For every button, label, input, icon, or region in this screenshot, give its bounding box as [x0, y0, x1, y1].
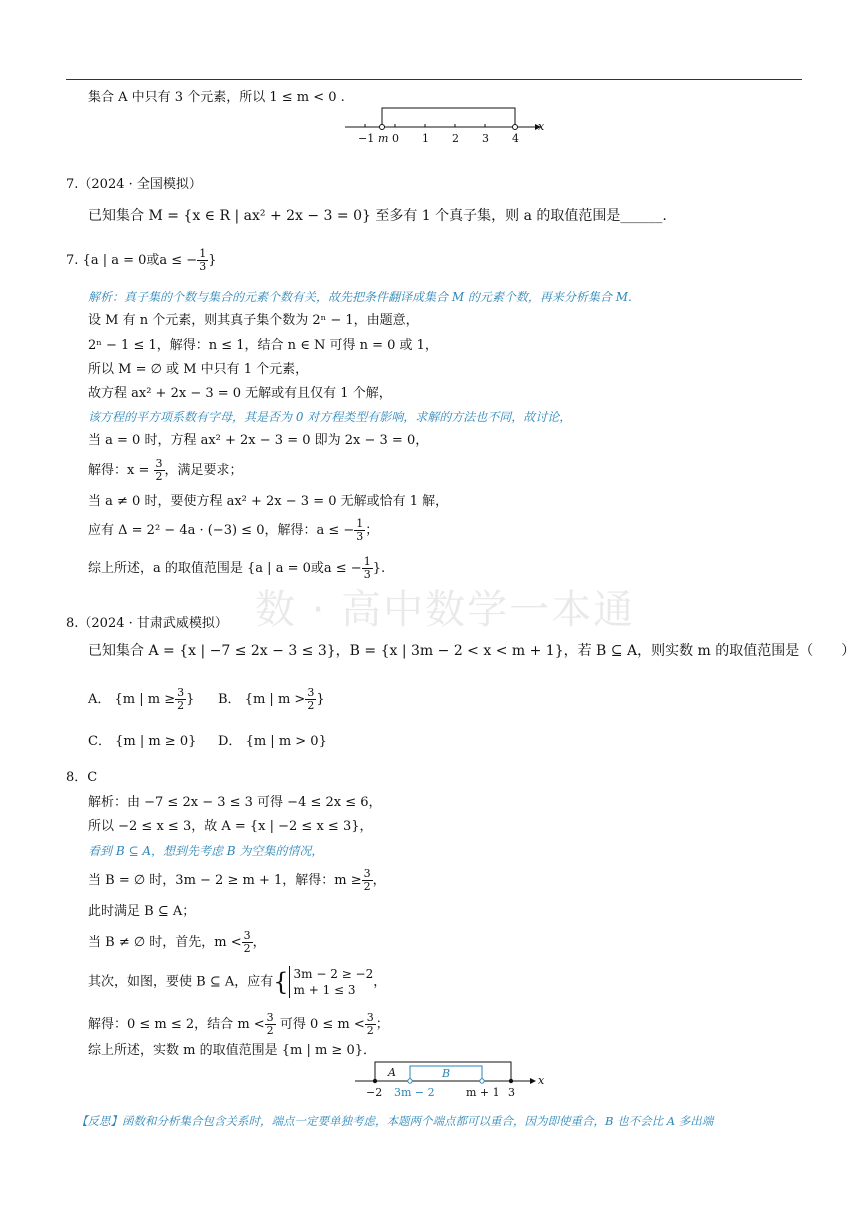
axis-label: x	[538, 120, 545, 133]
a8-line4: 当 B = ∅ 时，3m − 2 ≥ m + 1，解得：m ≥ $\frac{3}{2}$ ，	[88, 867, 386, 893]
q8-header: 8.（2024 · 甘肃武威模拟）	[66, 616, 228, 631]
q7-stem: 已知集合 M = {x ∈ R | ax² + 2x − 3 = 0} 至多有 1 个真子集，则 a 的取值范围是______.	[88, 208, 667, 224]
watermark: 数 · 高中数学一本通	[255, 587, 636, 633]
a7-line4: 故方程 ax² + 2x − 3 = 0 无解或有且仅有 1 个解，	[88, 386, 392, 401]
interval-box	[382, 108, 515, 127]
a8-line5: 此时满足 B ⊆ A；	[88, 904, 196, 919]
open-point	[480, 1079, 484, 1083]
open-point-m	[380, 125, 385, 130]
q8-option-b[interactable]: B． {m | m > $\frac{3}{2}$ }	[218, 686, 325, 712]
a7-analysis: 解析：真子集的个数与集合的元素个数有关，故先把条件翻译成集合 M 的元素个数，再来分析集合 M.	[88, 290, 632, 304]
reflection-note: 【反思】函数和分析集合包含关系时，端点一定要单独考虑，本题两个端点都可以重合，因为即使重合，B 也不会比 A 多出端	[76, 1114, 714, 1128]
a8-answer: 8．C	[66, 770, 98, 785]
a8-line7: 其次，如图，要使 B ⊆ A，应有{ 3m − 2 ≥ −2 m + 1 ≤ 3 ，	[88, 967, 387, 997]
q8-option-a[interactable]: A． {m | m ≥ $\frac{3}{2}$ }	[88, 686, 195, 712]
closed-point	[509, 1079, 513, 1083]
a7-line1: 设 M 有 n 个元素，则其真子集个数为 2ⁿ − 1，由题意，	[88, 313, 419, 328]
number-line-1	[340, 100, 550, 150]
a7-line7: 解得：x = $\frac{3}{2}$ ，满足要求；	[88, 457, 243, 483]
a8-line1: 解析：由 −7 ≤ 2x − 3 ≤ 3 可得 −4 ≤ 2x ≤ 6，	[88, 795, 382, 810]
axis-label: x	[538, 1074, 545, 1087]
a7-line9: 应有 Δ = 2² − 4a · (−3) ≤ 0，解得：a ≤ − $\frac{1}{3}$ ；	[88, 517, 379, 543]
tick-label: m + 1	[466, 1086, 500, 1099]
tick-label: 3	[508, 1086, 515, 1099]
label-b: B	[442, 1067, 451, 1080]
open-point	[408, 1079, 412, 1083]
q8-option-d[interactable]: D． {m | m > 0}	[218, 734, 327, 749]
tick-label: 0	[392, 132, 399, 145]
number-line-2	[350, 1058, 550, 1104]
top-note: 集合 A 中只有 3 个元素，所以 1 ≤ m < 0 .	[88, 90, 345, 105]
a8-line3: 看到 B ⊆ A，想到先考虑 B 为空集的情况，	[88, 844, 324, 858]
a7-answer: 7. {a | a = 0或a ≤ − $\frac{1}{3}$ }	[66, 247, 217, 273]
tick-label: −2	[366, 1086, 383, 1099]
tick-label: −1	[358, 132, 375, 145]
open-point-4	[513, 125, 518, 130]
a7-line8: 当 a ≠ 0 时，要使方程 ax² + 2x − 3 = 0 无解或恰有 1 解，	[88, 494, 449, 509]
a7-line2: 2ⁿ − 1 ≤ 1，解得：n ≤ 1，结合 n ∈ N 可得 n = 0 或 1，	[88, 338, 438, 353]
tick-label: m	[378, 132, 389, 145]
a8-line6: 当 B ≠ ∅ 时，首先，m < $\frac{3}{2}$ ，	[88, 929, 266, 955]
tick-label: 4	[512, 132, 519, 145]
q8-option-c[interactable]: C． {m | m ≥ 0}	[88, 734, 197, 749]
label-a: A	[388, 1066, 396, 1079]
a8-line8: 解得：0 ≤ m ≤ 2，结合 m < $\frac{3}{2}$ 可得 0 ≤ m < $\frac{3}{2}$ ；	[88, 1011, 389, 1037]
tick-label: 1	[422, 132, 429, 145]
a7-line10: 综上所述，a 的取值范围是 {a | a = 0或a ≤ − $\frac{1}{3}$ }.	[88, 555, 386, 581]
tick-label: 3	[482, 132, 489, 145]
axis-arrow	[530, 1078, 536, 1084]
a8-line2: 所以 −2 ≤ x ≤ 3，故 A = {x | −2 ≤ x ≤ 3}，	[88, 819, 373, 834]
a8-line9: 综上所述，实数 m 的取值范围是 {m | m ≥ 0}．	[88, 1043, 376, 1058]
a7-line3: 所以 M = ∅ 或 M 中只有 1 个元素，	[88, 362, 309, 377]
header-rule	[66, 79, 802, 80]
closed-point	[373, 1079, 377, 1083]
tick-label: 2	[452, 132, 459, 145]
tick-label: 3m − 2	[394, 1086, 435, 1099]
a7-line5: 该方程的平方项系数有字母，其是否为 0 对方程类型有影响，求解的方法也不同，故讨论，	[88, 410, 572, 424]
q7-header: 7.（2024 · 全国模拟）	[66, 177, 202, 192]
q8-stem: 已知集合 A = {x | −7 ≤ 2x − 3 ≤ 3}，B = {x | 3m − 2 < x < m + 1}，若 B ⊆ A，则实数 m 的取值范围是（ ）	[88, 643, 856, 659]
a7-line6: 当 a = 0 时，方程 ax² + 2x − 3 = 0 即为 2x − 3 = 0，	[88, 433, 429, 448]
